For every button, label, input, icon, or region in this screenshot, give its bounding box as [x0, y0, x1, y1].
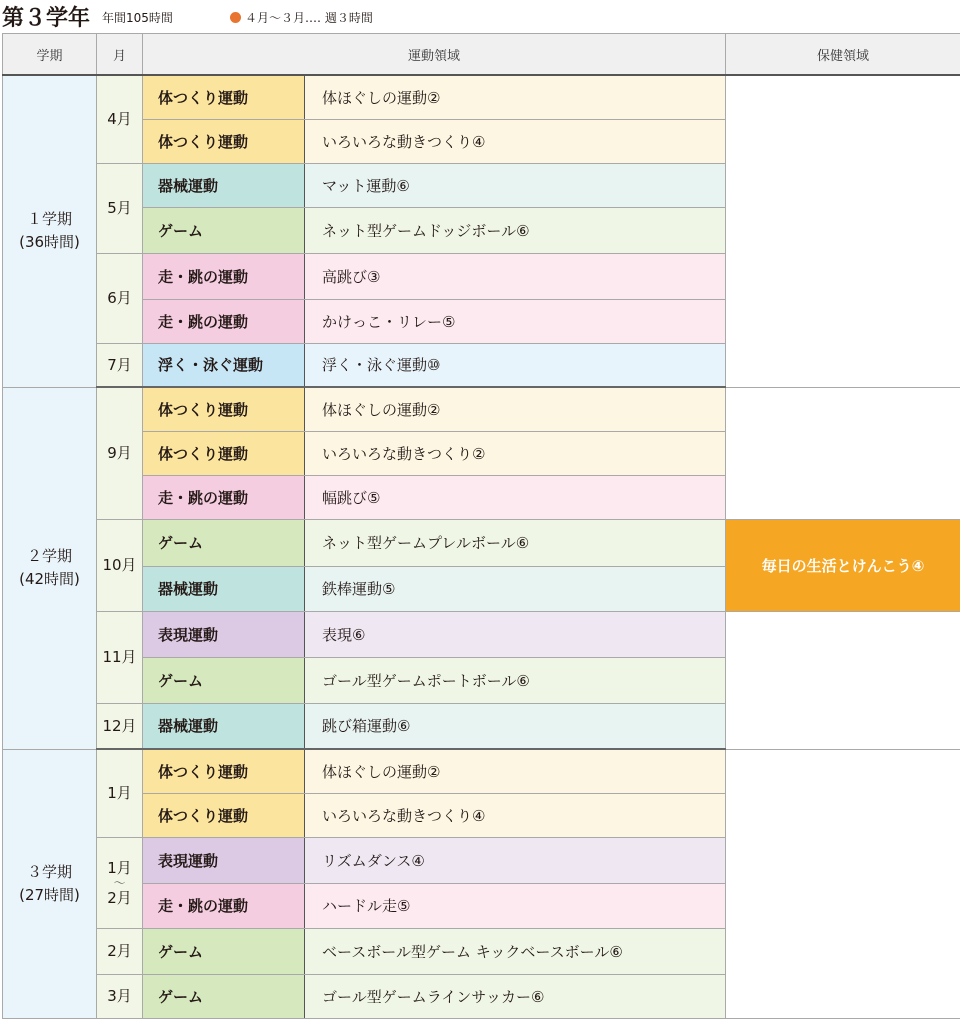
- content-cell: いろいろな動きつくり④: [305, 793, 726, 837]
- col-header-health: 保健領域: [726, 34, 960, 76]
- month-cell: 5月: [97, 163, 143, 253]
- month-cell: 4月: [97, 75, 143, 163]
- content-cell: 鉄棒運動⑤: [305, 566, 726, 611]
- month-cell: 12月: [97, 703, 143, 749]
- content-cell: いろいろな動きつくり④: [305, 119, 726, 163]
- table-row: [3, 519, 960, 566]
- table-row: [3, 749, 960, 793]
- col-header-month: 月: [97, 34, 143, 76]
- category-cell: 体つくり運動: [143, 387, 305, 431]
- month-cell: 2月: [97, 928, 143, 974]
- category-cell: 浮く・泳ぐ運動: [143, 343, 305, 387]
- health-empty-cell: [726, 75, 960, 387]
- schedule-note: [230, 9, 373, 26]
- content-cell: 体ほぐしの運動②: [305, 749, 726, 793]
- range-end-month: 2月: [107, 888, 132, 907]
- content-cell: 高跳び③: [305, 253, 726, 299]
- term-name: １学期: [26, 210, 72, 229]
- month-cell: 1月: [97, 749, 143, 837]
- content-cell: 表現⑥: [305, 611, 726, 657]
- annual-plan-table: [2, 33, 960, 1019]
- month-cell: 9月: [97, 387, 143, 519]
- category-cell: 表現運動: [143, 611, 305, 657]
- table-row: [3, 387, 960, 431]
- category-cell: 器械運動: [143, 163, 305, 207]
- category-cell: 走・跳の運動: [143, 475, 305, 519]
- col-header-exercise: 運動領域: [143, 34, 726, 76]
- bullet-dot-icon: [230, 12, 241, 23]
- range-start-month: 1月: [107, 858, 132, 877]
- term-name: ２学期: [26, 547, 72, 565]
- category-cell: ゲーム: [143, 928, 305, 974]
- health-empty-cell: [726, 387, 960, 519]
- content-cell: かけっこ・リレー⑤: [305, 299, 726, 343]
- content-cell: マット運動⑥: [305, 163, 726, 207]
- table-row: [3, 611, 960, 657]
- term-hours: (36時間): [19, 233, 80, 252]
- table-row: [3, 75, 960, 119]
- annual-hours: 年間105時間: [102, 11, 173, 25]
- content-cell: ネット型ゲームドッジボール⑥: [305, 207, 726, 253]
- content-cell: ハードル走⑤: [305, 883, 726, 928]
- content-cell: 跳び箱運動⑥: [305, 703, 726, 749]
- term-hours: (42時間): [19, 570, 80, 588]
- range-tilde: ～: [113, 875, 126, 890]
- content-cell: 体ほぐしの運動②: [305, 387, 726, 431]
- category-cell: 走・跳の運動: [143, 253, 305, 299]
- month-cell: 11月: [97, 611, 143, 703]
- content-cell: 幅跳び⑤: [305, 475, 726, 519]
- content-cell: ゴール型ゲームラインサッカー⑥: [305, 974, 726, 1018]
- month-cell-range: [97, 837, 143, 928]
- category-cell: 体つくり運動: [143, 793, 305, 837]
- schedule-text: ４月～３月‥‥ 週３時間: [245, 11, 373, 25]
- category-cell: 器械運動: [143, 566, 305, 611]
- term-cell-2: [3, 387, 97, 749]
- grade-title: 第３学年: [2, 6, 91, 31]
- category-cell: 体つくり運動: [143, 119, 305, 163]
- content-cell: 浮く・泳ぐ運動⑩: [305, 343, 726, 387]
- category-cell: ゲーム: [143, 207, 305, 253]
- category-cell: 体つくり運動: [143, 75, 305, 119]
- term-hours: (27時間): [19, 885, 80, 904]
- page-header: [0, 0, 960, 32]
- health-empty-cell: [726, 749, 960, 1018]
- category-cell: 走・跳の運動: [143, 299, 305, 343]
- health-empty-cell: [726, 611, 960, 749]
- category-cell: 表現運動: [143, 837, 305, 883]
- category-cell: ゲーム: [143, 974, 305, 1018]
- category-cell: 走・跳の運動: [143, 883, 305, 928]
- category-cell: 体つくり運動: [143, 431, 305, 475]
- content-cell: リズムダンス④: [305, 837, 726, 883]
- month-cell: 7月: [97, 343, 143, 387]
- month-cell: 3月: [97, 974, 143, 1018]
- category-cell: ゲーム: [143, 657, 305, 703]
- content-cell: ネット型ゲームプレルボール⑥: [305, 519, 726, 566]
- term-cell-1: [3, 75, 97, 387]
- content-cell: 体ほぐしの運動②: [305, 75, 726, 119]
- content-cell: ゴール型ゲームポートボール⑥: [305, 657, 726, 703]
- category-cell: 体つくり運動: [143, 749, 305, 793]
- health-topic-cell: 毎日の生活とけんこう④: [726, 519, 960, 611]
- term-cell-3: [3, 749, 97, 1018]
- category-cell: 器械運動: [143, 703, 305, 749]
- month-cell: 10月: [97, 519, 143, 611]
- content-cell: いろいろな動きつくり②: [305, 431, 726, 475]
- col-header-term: 学期: [3, 34, 97, 76]
- term-name: ３学期: [26, 862, 72, 881]
- content-cell: ベースボール型ゲーム キックベースボール⑥: [305, 928, 726, 974]
- month-cell: 6月: [97, 253, 143, 343]
- table-header-row: [3, 34, 960, 76]
- category-cell: ゲーム: [143, 519, 305, 566]
